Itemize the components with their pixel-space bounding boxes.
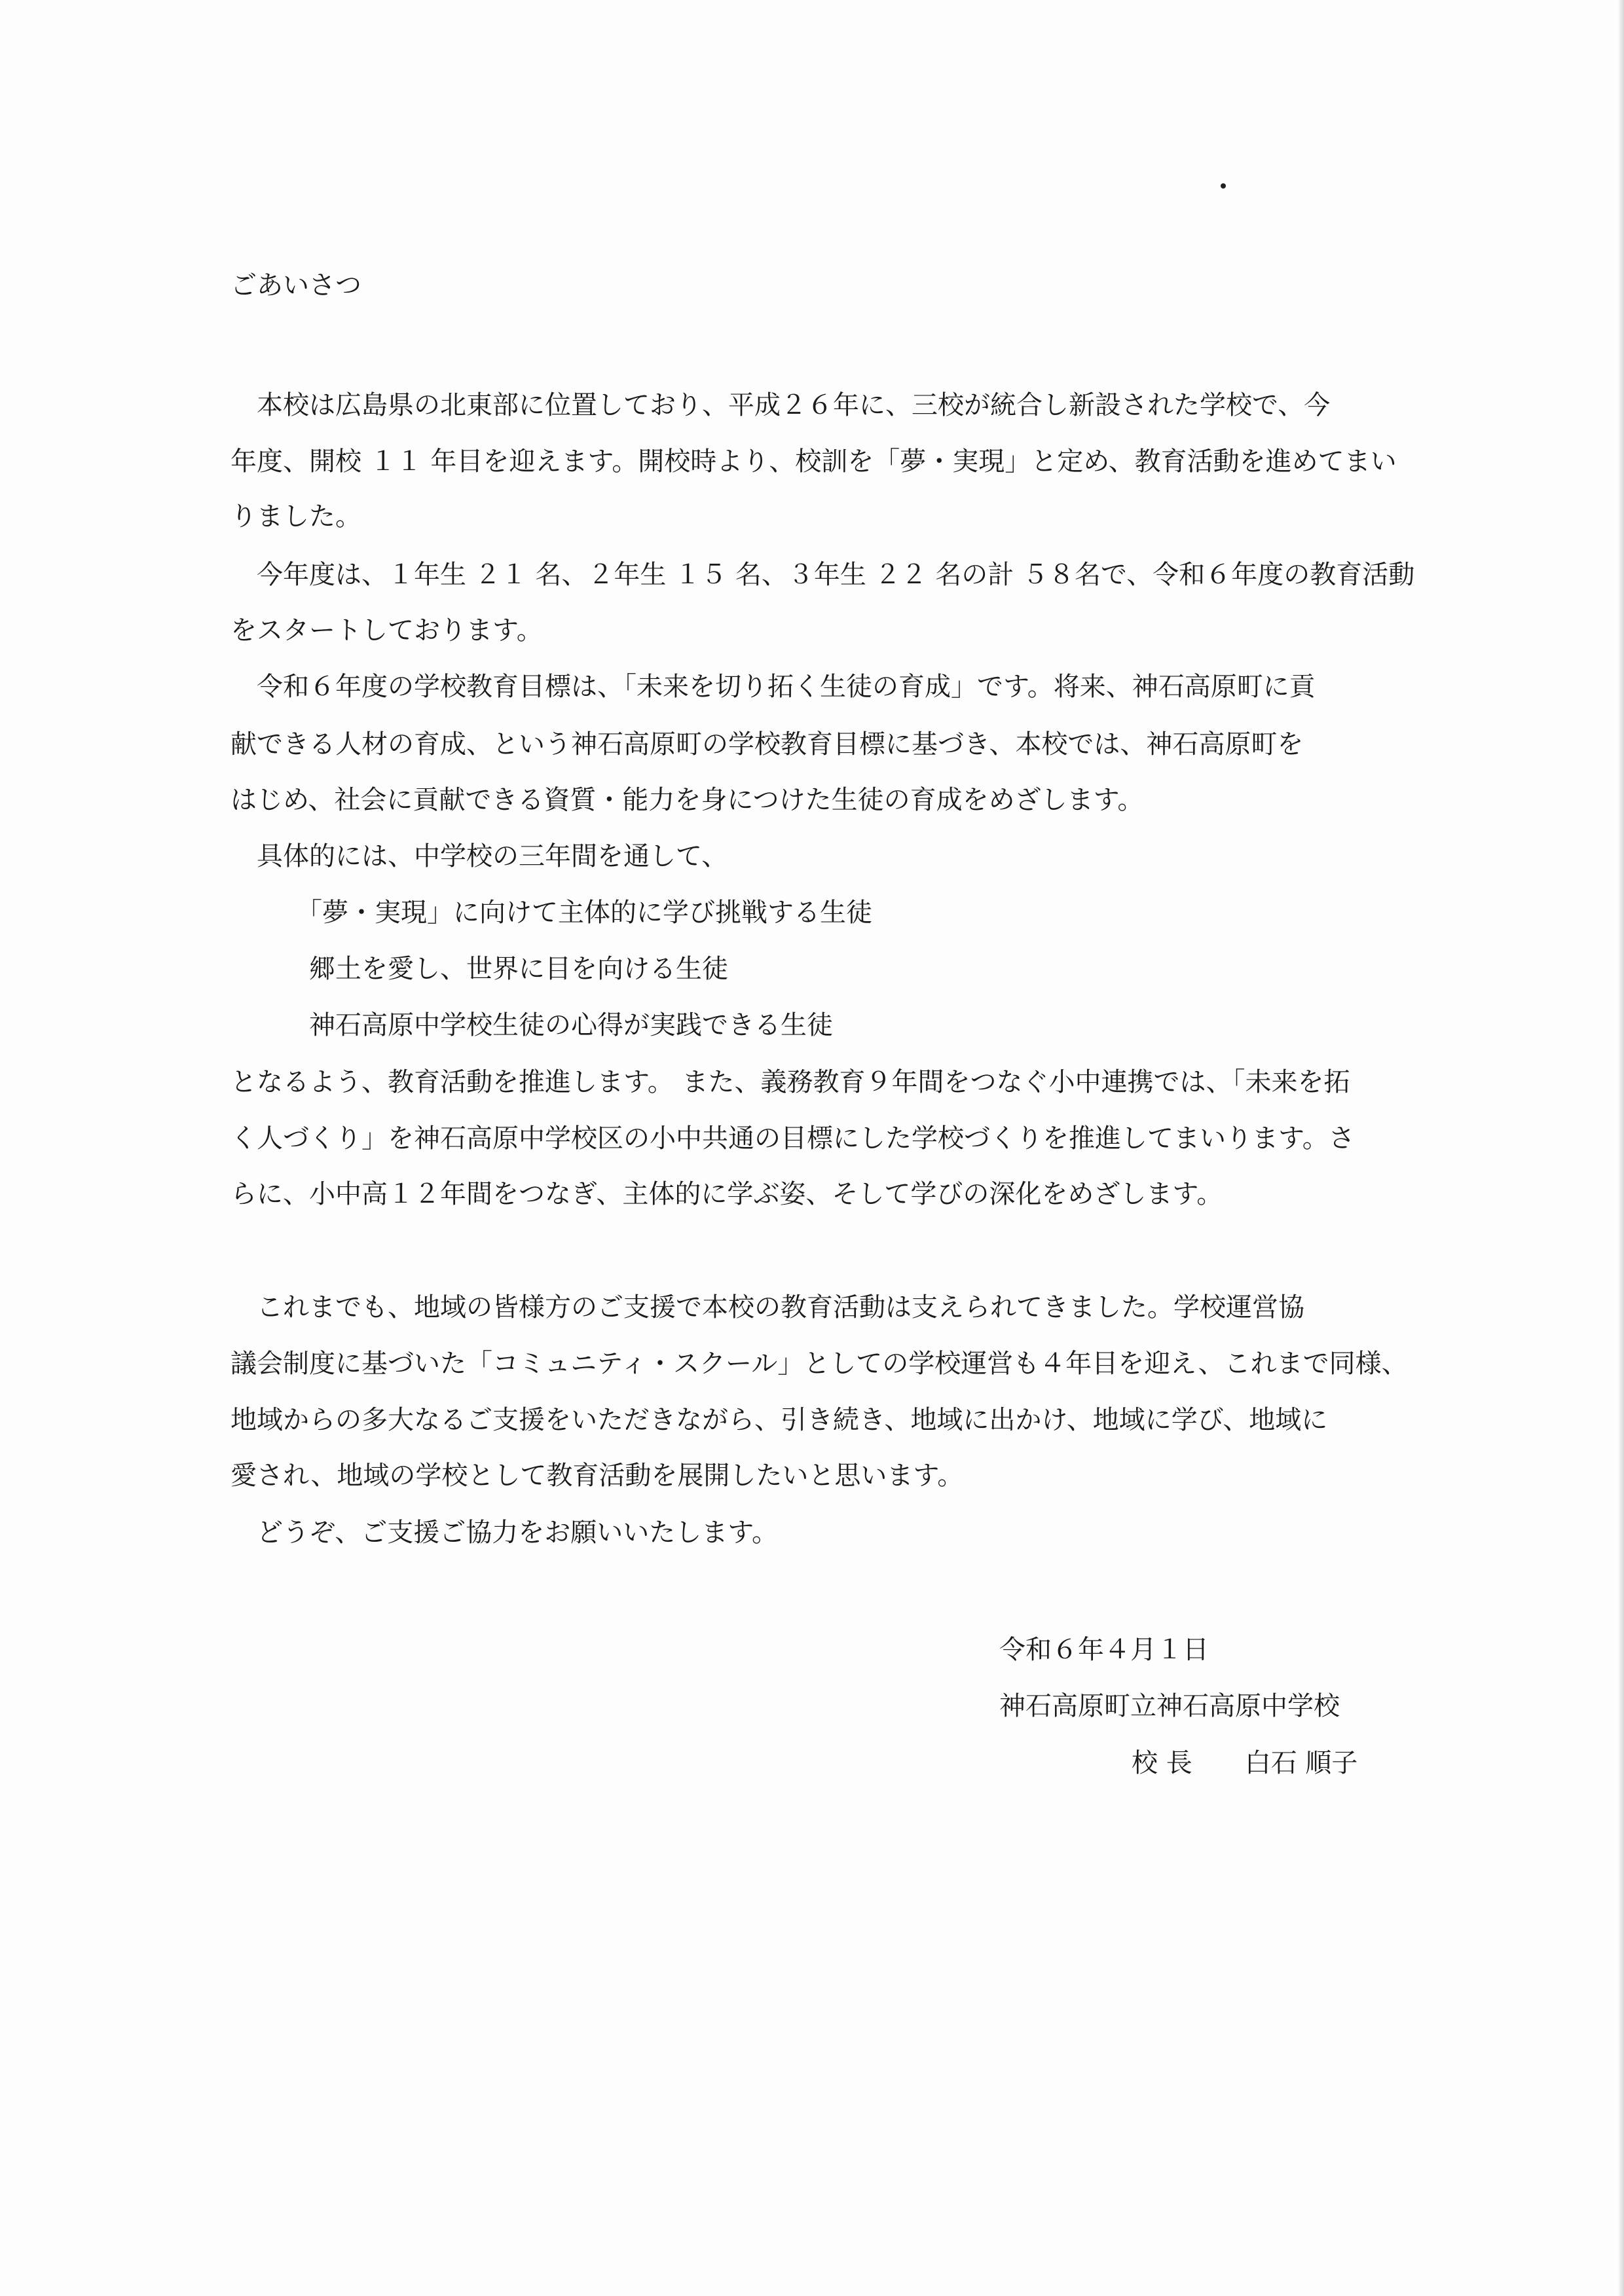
body-line: 神石高原中学校生徒の心得が実践できる生徒 bbox=[231, 1010, 833, 1040]
body-line: りました。 bbox=[231, 501, 361, 532]
body-line: これまでも、地域の皆様方のご支援で本校の教育活動は支えられてきました。学校運営協 bbox=[231, 1292, 1304, 1322]
body-line: はじめ、社会に貢献できる資質・能力を身につけた生徒の育成をめざします。 bbox=[231, 785, 1144, 815]
body-line: 年度、開校 １１ 年目を迎えます。開校時より、校訓を「夢・実現」と定め、教育活動を進めてまい bbox=[231, 446, 1397, 477]
body-line: どうぞ、ご支援ご協力をお願いいたします。 bbox=[231, 1518, 778, 1548]
signature-school: 神石高原町立神石高原中学校 bbox=[999, 1691, 1340, 1721]
body-line: 本校は広島県の北東部に位置しており、平成２６年に、三校が統合し新設された学校で、今 bbox=[231, 390, 1331, 420]
body-line: 地域からの多大なるご支援をいただきながら、引き続き、地域に出かけ、地域に学び、地域に bbox=[231, 1405, 1328, 1435]
scan-speck bbox=[1221, 183, 1226, 189]
letter-heading: ごあいさつ bbox=[231, 270, 361, 301]
body-line: 「夢・実現」に向けて主体的に学び挑戦する生徒 bbox=[231, 898, 872, 928]
signature-date: 令和６年４月１日 bbox=[999, 1635, 1209, 1665]
body-line: 令和６年度の学校教育目標は、「未来を切り拓く生徒の育成」です。将来、神石高原町に貢 bbox=[231, 672, 1316, 702]
body-line: らに、小中高１２年間をつなぎ、主体的に学ぶ姿、そして学びの深化をめざします。 bbox=[231, 1179, 1223, 1209]
signature-principal: 校 長 白石 順子 bbox=[1132, 1748, 1358, 1778]
body-line: 献できる人材の育成、という神石高原町の学校教育目標に基づき、本校では、神石高原町を bbox=[231, 729, 1304, 759]
body-line: 郷土を愛し、世界に目を向ける生徒 bbox=[231, 954, 728, 984]
body-line: をスタートしております。 bbox=[231, 615, 543, 646]
body-line: 議会制度に基づいた「コミュニティ・スクール」としての学校運営も４年目を迎え、これまで同様、 bbox=[231, 1349, 1408, 1379]
body-line: 具体的には、中学校の三年間を通して、 bbox=[231, 841, 728, 871]
body-line: く人づくり」を神石高原中学校区の小中共通の目標にした学校づくりを推進してまいります。さ bbox=[231, 1123, 1355, 1154]
scan-edge-shadow bbox=[1617, 0, 1624, 2296]
body-line: となるよう、教育活動を推進します。 また、義務教育９年間をつなぐ小中連携では、「未来を拓 bbox=[231, 1067, 1350, 1097]
body-line: 愛され、地域の学校として教育活動を展開したいと思います。 bbox=[231, 1461, 964, 1491]
body-line: 今年度は、１年生 ２１ 名、２年生 １５ 名、３年生 ２２ 名の計 ５８名で、令和６年度の教育活動 bbox=[231, 560, 1415, 590]
